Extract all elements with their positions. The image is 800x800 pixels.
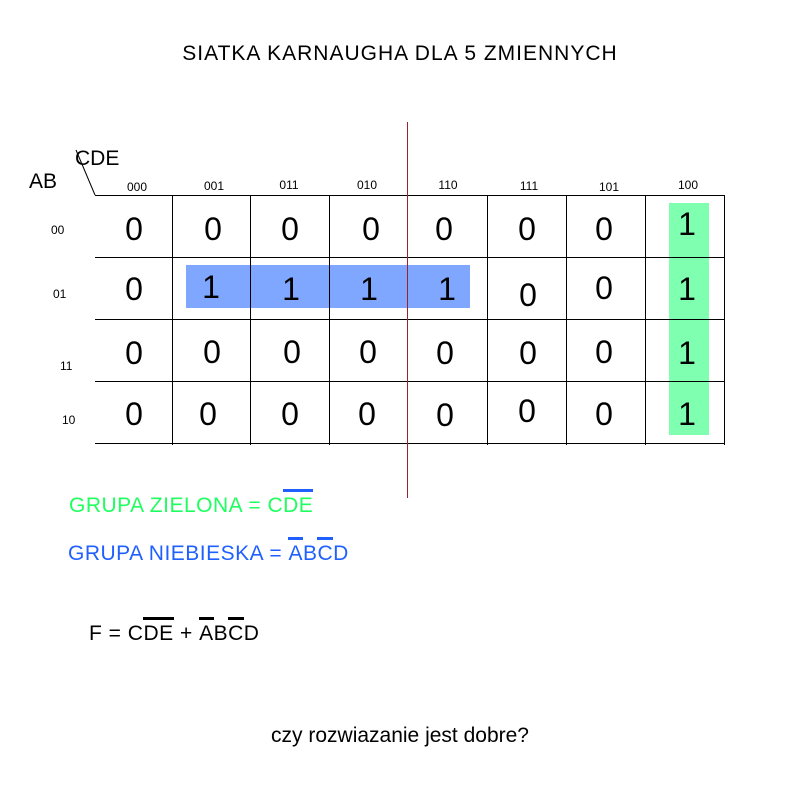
kmap-cell: 0 bbox=[435, 211, 453, 247]
literal-c-negated: C bbox=[317, 542, 334, 565]
grid-line bbox=[329, 195, 330, 445]
kmap-cell: 1 bbox=[360, 271, 378, 307]
kmap-cell: 1 bbox=[438, 271, 456, 307]
literal-d: D bbox=[243, 622, 260, 645]
literal-d-negated: D bbox=[143, 622, 160, 645]
kmap-cell: 0 bbox=[125, 211, 143, 247]
kmap-cell: 0 bbox=[518, 393, 536, 429]
kmap-cell: 1 bbox=[678, 335, 696, 371]
literal-d-negated: D bbox=[283, 494, 299, 517]
kmap-cell: 0 bbox=[199, 396, 217, 432]
grid-line bbox=[95, 257, 725, 258]
col-variable-label: CDE bbox=[75, 147, 120, 170]
kmap-cell: 0 bbox=[283, 334, 301, 370]
grid-line bbox=[487, 195, 488, 445]
literal-e-negated: E bbox=[298, 494, 314, 517]
equation-prefix: GRUPA ZIELONA = bbox=[69, 494, 268, 517]
literal-a-negated: A bbox=[288, 542, 303, 565]
kmap-cell: 0 bbox=[358, 396, 376, 432]
kmap-cell: 0 bbox=[125, 271, 143, 307]
grid-line bbox=[95, 381, 725, 382]
kmap-cell: 1 bbox=[678, 271, 696, 307]
blue-group-equation bbox=[68, 542, 349, 566]
row-header: 01 bbox=[53, 287, 67, 301]
col-header: 100 bbox=[677, 178, 699, 192]
grid-line bbox=[172, 195, 173, 445]
kmap-cell: 0 bbox=[362, 211, 380, 247]
grid-line bbox=[645, 195, 646, 445]
grid-line bbox=[95, 443, 725, 444]
question-text: czy rozwiazanie jest dobre? bbox=[271, 724, 529, 747]
kmap-cell: 1 bbox=[282, 271, 300, 307]
literal-c: C bbox=[267, 494, 284, 517]
grid-line bbox=[724, 195, 725, 445]
grid-line bbox=[95, 319, 725, 320]
kmap-cell: 0 bbox=[595, 270, 613, 306]
literal-d: D bbox=[333, 542, 349, 565]
kmap-cell: 0 bbox=[203, 334, 221, 370]
col-header: 111 bbox=[519, 179, 539, 193]
kmap-cell: 0 bbox=[595, 396, 613, 432]
kmap-cell: 0 bbox=[595, 334, 613, 370]
literal-e-negated: E bbox=[159, 622, 174, 645]
row-header: 00 bbox=[51, 223, 65, 237]
kmap-cell: 0 bbox=[436, 335, 454, 371]
equation-prefix: F = bbox=[89, 622, 128, 645]
row-variable-label: AB bbox=[29, 170, 58, 193]
kmap-cell: 0 bbox=[518, 211, 536, 247]
col-header: 001 bbox=[203, 179, 225, 193]
row-header: 11 bbox=[60, 359, 73, 373]
kmap-cell: 0 bbox=[281, 396, 299, 432]
grid-line bbox=[95, 195, 725, 196]
kmap-cell: 0 bbox=[519, 335, 537, 371]
kmap-cell: 0 bbox=[519, 277, 537, 313]
literal-b: B bbox=[302, 542, 318, 565]
plus-sign: + bbox=[173, 622, 200, 645]
row-header: 10 bbox=[62, 413, 76, 427]
equation-prefix: GRUPA NIEBIESKA = bbox=[68, 542, 289, 565]
kmap-cell: 0 bbox=[281, 211, 299, 247]
kmap-cell: 0 bbox=[595, 211, 613, 247]
grid-line bbox=[250, 195, 251, 445]
symmetry-divider-line bbox=[407, 122, 408, 498]
kmap-cell: 0 bbox=[359, 334, 377, 370]
literal-b: B bbox=[213, 622, 229, 645]
green-group-equation bbox=[69, 494, 313, 518]
kmap-cell: 1 bbox=[678, 396, 696, 432]
literal-c-negated: C bbox=[228, 622, 244, 645]
col-header: 010 bbox=[356, 178, 378, 192]
literal-a-negated: A bbox=[199, 622, 214, 645]
kmap-cell: 0 bbox=[125, 396, 143, 432]
col-header: 110 bbox=[438, 178, 458, 192]
col-header: 011 bbox=[279, 178, 299, 192]
grid-line bbox=[566, 195, 567, 445]
kmap-cell: 0 bbox=[204, 211, 222, 247]
col-header: 101 bbox=[598, 180, 620, 194]
kmap-cell: 0 bbox=[436, 397, 454, 433]
literal-c: C bbox=[127, 622, 144, 645]
kmap-cell: 0 bbox=[125, 335, 143, 371]
kmap-cell: 1 bbox=[202, 269, 220, 305]
page-title: SIATKA KARNAUGHA DLA 5 ZMIENNYCH bbox=[182, 42, 618, 65]
kmap-cell: 1 bbox=[678, 206, 696, 242]
col-header: 000 bbox=[126, 180, 148, 194]
final-function-equation bbox=[89, 622, 259, 646]
